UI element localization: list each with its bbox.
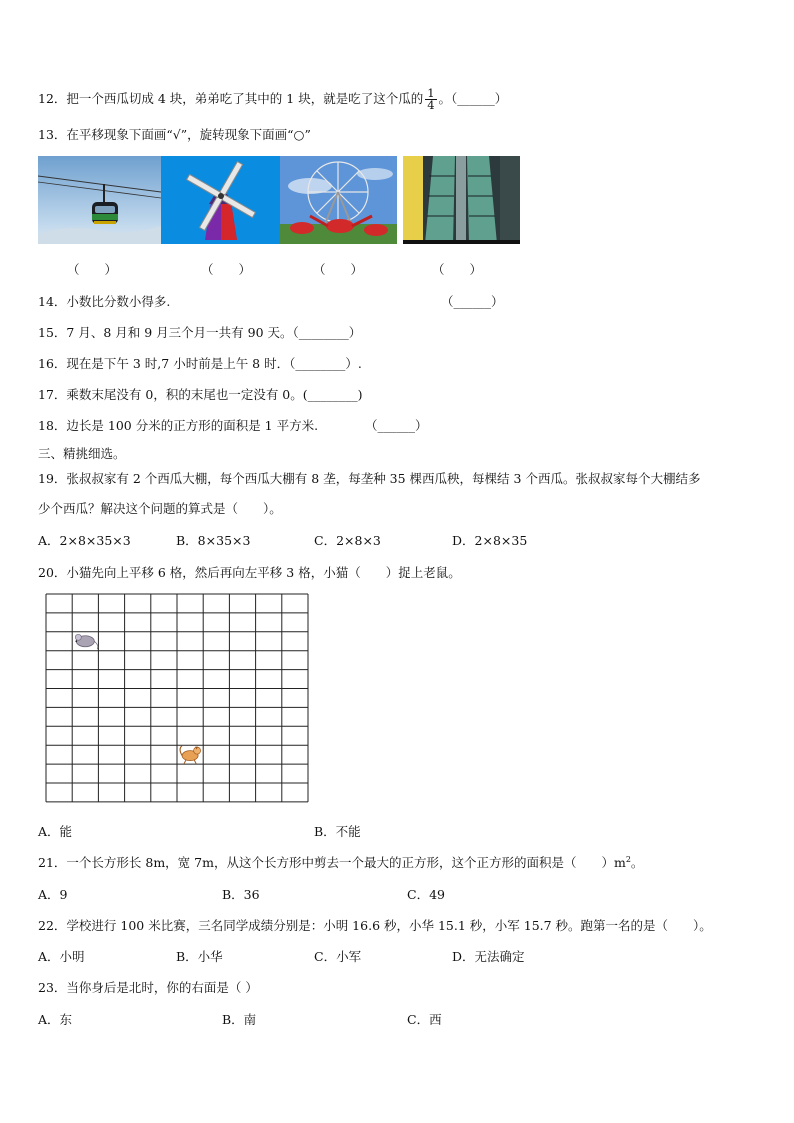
windmill-image	[161, 156, 280, 244]
cat-icon	[180, 746, 201, 764]
option-c[interactable]: C．小军	[314, 949, 362, 964]
mouse-icon	[75, 634, 98, 649]
question-12-text: 12．把一个西瓜切成 4 块，弟弟吃了其中的 1 块，就是吃了这个瓜的	[38, 91, 424, 106]
question-12	[38, 88, 507, 111]
option-a[interactable]: A．小明	[38, 949, 85, 964]
answer-blank-ferris-wheel[interactable]: （ ）	[313, 262, 364, 277]
option-d[interactable]: D．无法确定	[452, 949, 525, 964]
section-heading: 三、精挑细选。	[38, 446, 126, 461]
option-b[interactable]: B．南	[222, 1012, 257, 1027]
escalator-image	[403, 156, 520, 244]
question-19-text-line2: 少个西瓜？解决这个问题的算式是（ ）。	[38, 501, 282, 516]
option-b[interactable]: B．小华	[176, 949, 223, 964]
fraction-one-quarter	[425, 88, 436, 111]
fraction-denominator: 4	[427, 98, 435, 112]
option-a[interactable]: A．9	[38, 887, 68, 902]
option-b[interactable]: B．36	[222, 887, 260, 902]
question-13-text: 13．在平移现象下面画“√”，旋转现象下面画“○”	[38, 127, 311, 142]
question-17-text: 17．乘数末尾没有 0，积的末尾也一定没有 0。(________)	[38, 387, 363, 402]
question-21-text: 21．一个长方形长 8m，宽 7m，从这个长方形中剪去一个最大的正方形，这个正方形的面积是（ ）m	[38, 855, 626, 870]
answer-blank-escalator[interactable]: （ ）	[432, 262, 483, 277]
option-a[interactable]: A．2×8×35×3	[38, 533, 131, 548]
question-21	[38, 853, 643, 871]
option-a[interactable]: A．能	[38, 824, 73, 839]
superscript-two: 2	[625, 854, 631, 864]
question-20-text: 20．小猫先向上平移 6 格，然后再向左平移 3 格，小猫（ ）捉上老鼠。	[38, 565, 461, 580]
question-23-text: 23．当你身后是北时，你的右面是（ ）	[38, 980, 258, 995]
question-22-text: 22．学校进行 100 米比赛，三名同学成绩分别是：小明 16.6 秒，小华 15.1 秒，小军 15.7 秒。跑第一名的是（ ）。	[38, 918, 712, 933]
option-b[interactable]: B．8×35×3	[176, 533, 251, 548]
answer-blank-windmill[interactable]: （ ）	[201, 262, 252, 277]
question-21-end: 。	[630, 855, 644, 870]
option-d[interactable]: D．2×8×35	[452, 533, 528, 548]
question-12-blank: 。（______）	[438, 91, 508, 106]
question-18-blank[interactable]: （______）	[365, 418, 428, 433]
answer-blank-cable-car[interactable]: （ ）	[67, 262, 118, 277]
option-c[interactable]: C．2×8×3	[314, 533, 381, 548]
question-18-text: 18．边长是 100 分米的正方形的面积是 1 平方米.	[38, 418, 319, 433]
option-b[interactable]: B．不能	[314, 824, 361, 839]
option-c[interactable]: C．49	[407, 887, 445, 902]
question-15-text: 15．7 月、8 月和 9 月三个月一共有 90 天。（________）	[38, 325, 362, 340]
grid-board	[45, 593, 309, 806]
fraction-numerator: 1	[427, 86, 435, 100]
question-14-blank[interactable]: （______）	[441, 294, 504, 309]
option-c[interactable]: C．西	[407, 1012, 442, 1027]
question-19-text-line1: 19．张叔叔家有 2 个西瓜大棚，每个西瓜大棚有 8 垄，每垄种 35 棵西瓜秧，每棵结 3 个西瓜。张叔叔家每个大棚结多	[38, 471, 701, 486]
option-a[interactable]: A．东	[38, 1012, 73, 1027]
question-14-text: 14．小数比分数小得多.	[38, 294, 171, 309]
ferris-wheel-image	[280, 156, 397, 244]
cable-car-image	[38, 156, 161, 244]
question-16-text: 16．现在是下午 3 时,7 小时前是上午 8 时．（________）.	[38, 356, 362, 371]
